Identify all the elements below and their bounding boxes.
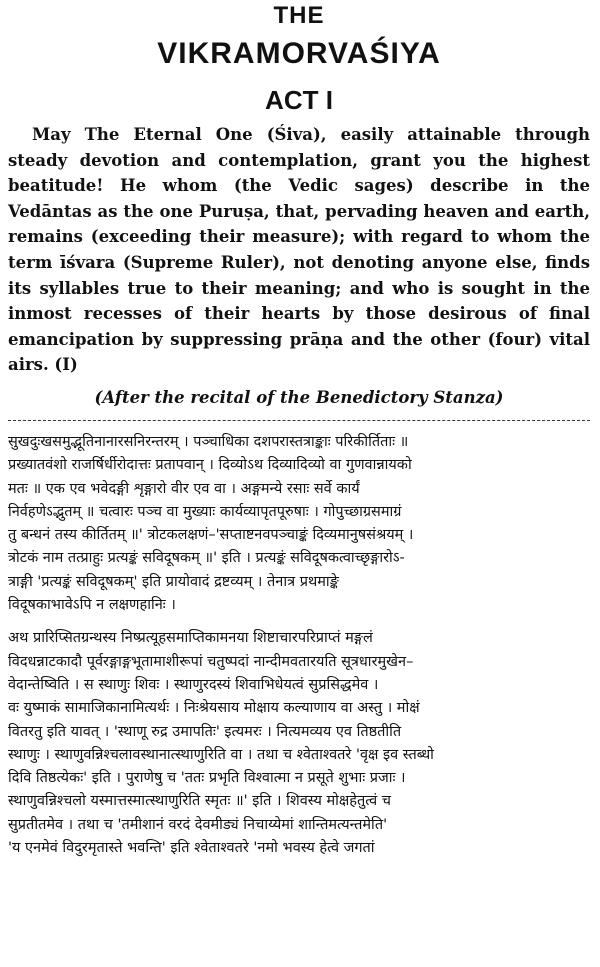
footnote-line: प्रख्यातवंशो राजर्षिर्धीरोदात्तः प्रतापवान् । दिव्योऽथ दिव्यादिव्यो वा गुणवान्नायको (8, 457, 412, 474)
commentary-line: विदधन्नाटकादौ पूर्वरङ्गाङ्गभूतामाशीरूपां चतुष्पदां नान्दीमवतारयति सूत्रधारमुखेन– (8, 653, 414, 670)
footnote-line: विदूषकाभावेऽपि न लक्षणहानिः । (8, 597, 176, 614)
commentary-line: 'य एनमेवं विदुरमृतास्ते भवन्ति' इति श्वेताश्वतरे 'नमो भवस्य हेत्वे जगतां (8, 839, 375, 856)
commentary-line: स्थाणुः । स्थाणुवन्निश्चलावस्थानात्स्थाणुरिति वा । तथा च श्वेताश्वतरे 'वृक्ष इव स्तब्धो (8, 746, 434, 763)
commentary-line: वेदान्तेष्विति । स स्थाणुः शिवः । स्थाणुरदस्यं शिवाभिधेयत्वं सुप्रसिद्धमेव । (8, 676, 379, 693)
footnote-line: सुखदुःखसमुद्भूतिनानारसनिरन्तरम् । पञ्चाधिका दशपरास्तत्राङ्काः परिकीर्तिताः ॥ (8, 433, 409, 450)
act-heading: ACT I (265, 85, 333, 115)
commentary-line: स्थाणुवन्निश्चलो यस्मात्तस्मात्स्थाणुरिति स्मृतः ॥' इति । शिवस्य मोक्षहेतुत्वं च (8, 793, 391, 810)
footnote-line: मतः ॥ एक एव भवेदङ्गी शृङ्गारो वीर एव वा । अङ्गमन्ये रसाः सर्वे कार्यं (8, 480, 360, 497)
benedictory-stanza-translation: May The Eternal One (Śiva), easily attainable through steady devotion and contemplation, grant you the highest beatitude! He whom (the Vedic sages) describe in the Vedāntas as the one Puruṣa, that, pervading heaven and earth, remains (exceeding their measure); with regard to whom the term īśvara (Supreme Ruler), not denoting anyone else, finds its syllables true to their meaning; and who is sought in the inmost recesses of their hearts by those desirous of final emancipation by suppressing prāṇa and the other (four) vital airs. (I) (8, 125, 590, 375)
stage-direction: (After the recital of the Benedictory Stanza) (94, 387, 504, 407)
commentary-line: वः युष्माकं सामाजिकानामित्यर्थः । निःश्रेयसाय मोक्षाय कल्याणाय वा अस्तु । मोक्षं (8, 700, 420, 717)
sanskrit-commentary (8, 627, 590, 860)
footnote-line: त्रोटकं नाम तत्प्राहुः प्रत्यङ्कं सविदूषकम् ॥' इति । प्रत्यङ्कं सविदूषकत्वाच्छृङ्गारोऽ- (8, 550, 405, 567)
play-title: VIKRAMORVAŚIYA (157, 37, 441, 70)
footnote-line: तु बन्धनं तस्य कीर्तितम् ॥' त्रोटकलक्षणं–'सप्ताष्टनवपञ्चाङ्कं दिव्यमानुषसंश्रयम् । (8, 527, 414, 544)
english-translation (8, 122, 590, 378)
header-the: THE (273, 2, 325, 29)
commentary-line: दिवि तिष्ठत्येकः' इति । पुराणेषु च 'ततः प्रभृति विश्वात्मा न प्रसूते शुभाः प्रजाः । (8, 770, 406, 787)
sanskrit-footnote (8, 431, 590, 617)
commentary-line: वितरतु इति यावत् । 'स्थाणू रुद्र उमापतिः' इत्यमरः । नित्यमव्यय एव तिष्ठतीति (8, 723, 402, 740)
commentary-line: सुप्रतीतमेव । तथा च 'तमीशानं वरदं देवमीड्यं निचाय्येमां शान्तिमत्यन्तमेति' (8, 816, 388, 833)
commentary-line: अथ प्रारिप्सितग्रन्थस्य निष्प्रत्यूहसमाप्तिकामनया शिष्टाचारपरिप्राप्तं मङ्गलं (8, 630, 373, 647)
footnote-line: निर्वहणेऽद्भुतम् ॥ चत्वारः पञ्च वा मुख्याः कार्यव्यापृतपूरुषाः । गोपुच्छाग्रसमाग्रं (8, 503, 402, 520)
footnote-line: त्राङ्गी 'प्रत्यङ्कं सविदूषकम्' इति प्रायोवादं द्रष्टव्यम् । तेनात्र प्रथमाङ्के (8, 573, 339, 590)
separator-rule (8, 420, 590, 421)
